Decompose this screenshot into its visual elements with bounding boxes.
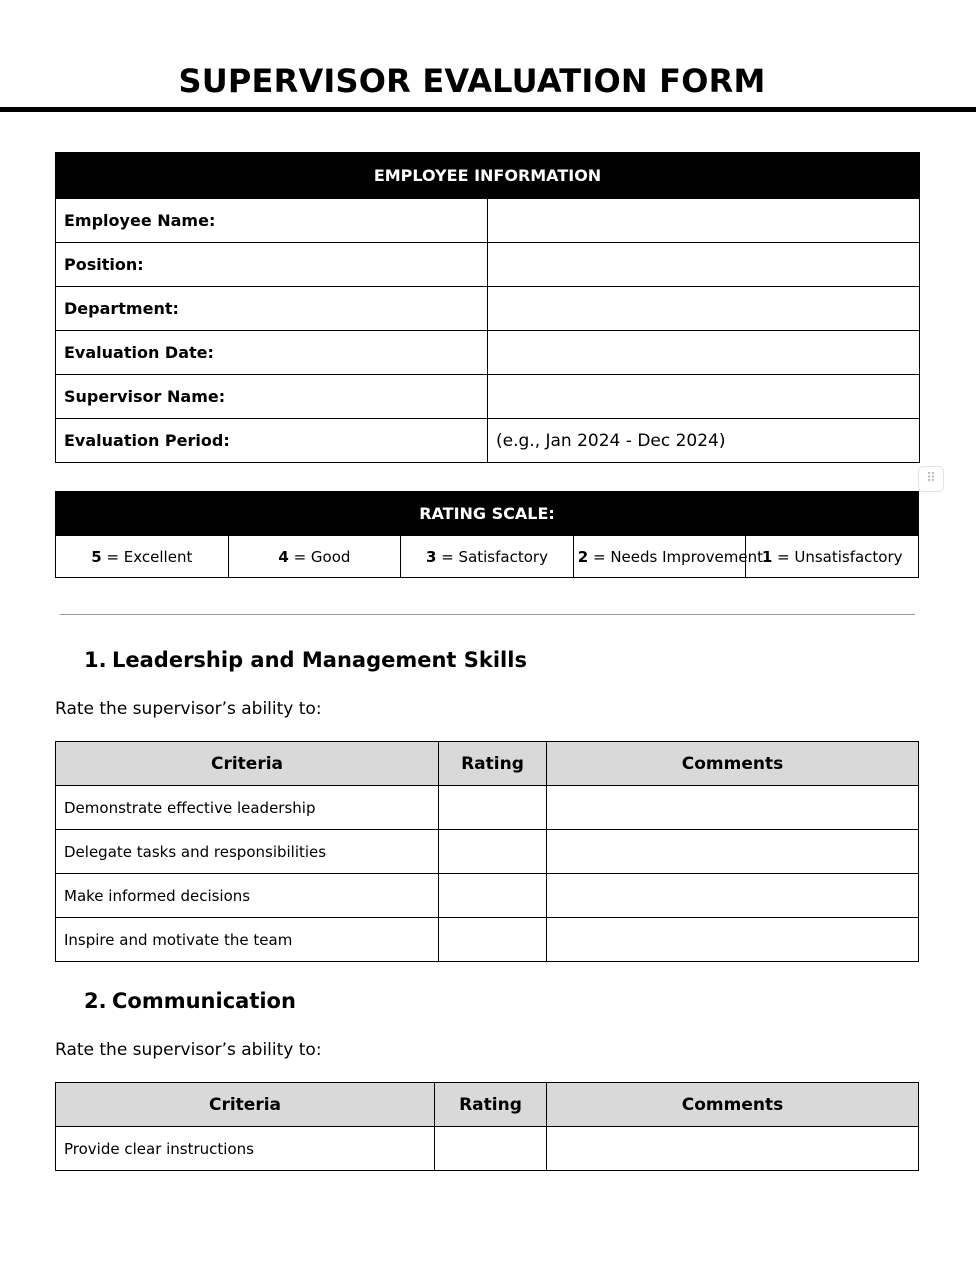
position-label: Position: [56,243,488,287]
table-row [56,331,920,375]
criteria-cell: Make informed decisions [56,874,439,918]
section-title: Leadership and Management Skills [112,648,527,672]
rating-number: 5 [91,547,102,566]
section-title: Communication [112,989,296,1013]
rating-number: 2 [577,547,589,566]
employee-information-header: EMPLOYEE INFORMATION [56,153,920,199]
rating-number: 3 [426,547,437,566]
section-number: 2. [84,989,107,1013]
rating-scale-item [573,536,764,578]
leadership-criteria-table [55,741,919,962]
rating-description: = Satisfactory [436,547,548,566]
rating-cell[interactable] [439,830,547,874]
column-header-criteria: Criteria [56,1083,435,1127]
rating-number: 4 [278,547,289,566]
table-row [56,1127,919,1171]
supervisor-name-label: Supervisor Name: [56,375,488,419]
criteria-cell: Provide clear instructions [56,1127,435,1171]
rating-cell[interactable] [439,874,547,918]
drag-handle-icon[interactable]: ⠿ [918,466,944,492]
evaluation-date-label: Evaluation Date: [56,331,488,375]
communication-criteria-table [55,1082,919,1171]
comments-cell[interactable] [547,830,919,874]
section-heading-leadership [84,648,527,672]
rating-description: = Needs Improvement [588,547,764,566]
rating-description: = Good [288,547,351,566]
table-row [56,419,920,463]
table-row [56,918,919,962]
column-header-rating: Rating [439,742,547,786]
rating-description: = Excellent [101,547,193,566]
position-field[interactable] [488,243,920,287]
evaluation-period-field[interactable]: (e.g., Jan 2024 - Dec 2024) [488,419,920,463]
section-heading-communication [84,989,296,1013]
comments-cell[interactable] [547,874,919,918]
rating-cell[interactable] [439,918,547,962]
rating-cell[interactable] [439,786,547,830]
rating-description: = Unsatisfactory [772,547,903,566]
comments-cell[interactable] [547,1127,919,1171]
comments-cell[interactable] [547,918,919,962]
column-header-comments: Comments [547,742,919,786]
table-row [56,243,920,287]
rating-number: 1 [761,547,773,566]
column-header-criteria: Criteria [56,742,439,786]
department-field[interactable] [488,287,920,331]
supervisor-name-field[interactable] [488,375,920,419]
table-row [56,830,919,874]
department-label: Department: [56,287,488,331]
criteria-cell: Inspire and motivate the team [56,918,439,962]
table-row [56,874,919,918]
comments-cell[interactable] [547,786,919,830]
horizontal-divider [60,614,915,615]
section-intro: Rate the supervisor’s ability to: [55,699,322,719]
criteria-cell: Delegate tasks and responsibilities [56,830,439,874]
section-number: 1. [84,648,107,672]
evaluation-date-field[interactable] [488,331,920,375]
table-row [56,287,920,331]
page-title: SUPERVISOR EVALUATION FORM [178,62,766,100]
rating-scale-item [228,536,401,578]
employee-name-field[interactable] [488,199,920,243]
rating-scale-table [55,491,919,578]
rating-scale-header: RATING SCALE: [56,492,919,536]
table-row [56,375,920,419]
title-underline [0,107,976,112]
employee-name-label: Employee Name: [56,199,488,243]
column-header-rating: Rating [435,1083,547,1127]
evaluation-period-label: Evaluation Period: [56,419,488,463]
criteria-cell: Demonstrate effective leadership [56,786,439,830]
rating-scale-item [401,536,574,578]
employee-information-table [55,152,920,463]
column-header-comments: Comments [547,1083,919,1127]
table-row [56,199,920,243]
section-intro: Rate the supervisor’s ability to: [55,1040,322,1060]
rating-scale-item [56,536,229,578]
table-row [56,786,919,830]
rating-cell[interactable] [435,1127,547,1171]
rating-scale-item [746,536,919,578]
